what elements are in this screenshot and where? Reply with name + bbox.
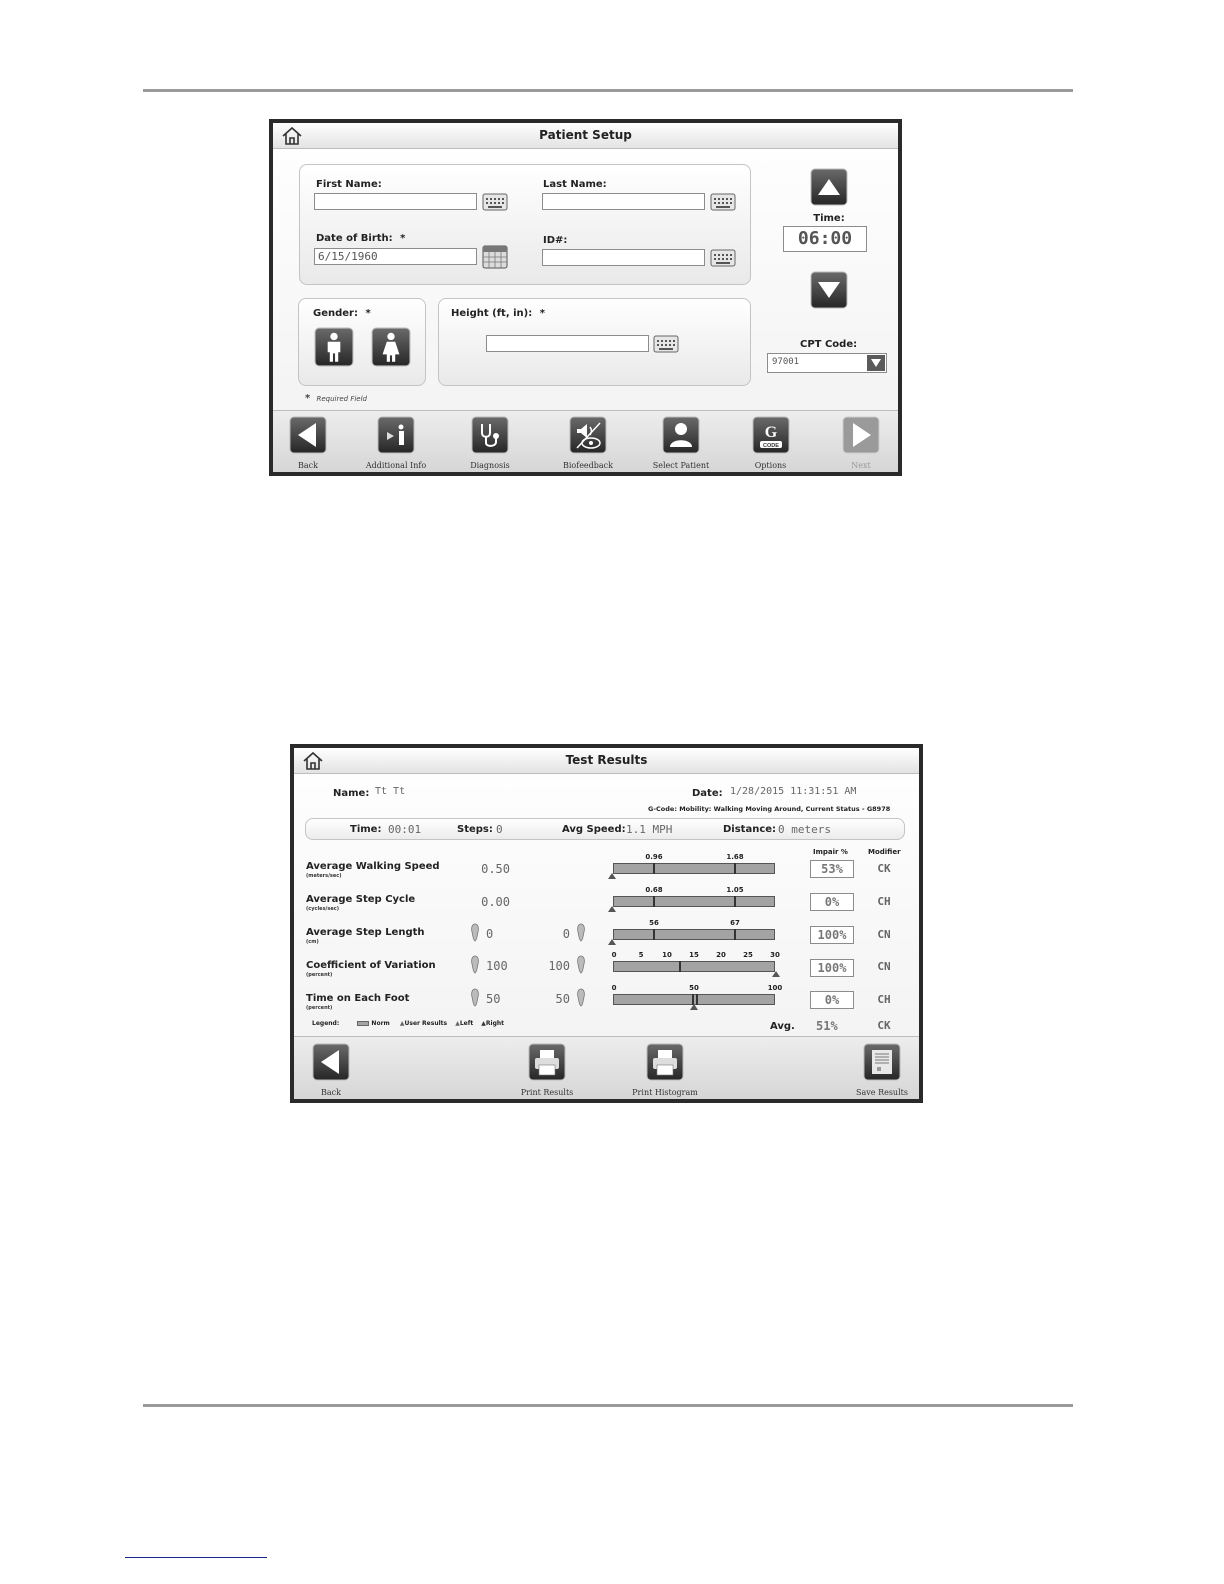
bottom-toolbar bbox=[294, 1036, 919, 1099]
keyboard-icon[interactable] bbox=[482, 193, 508, 211]
foot-time-modifier: CH bbox=[877, 993, 891, 1006]
title-bar bbox=[273, 123, 898, 149]
gender-panel bbox=[298, 298, 426, 386]
step-length-bar bbox=[613, 929, 775, 940]
steps-label: Steps: bbox=[457, 824, 493, 835]
scale-tick-label: 0 bbox=[611, 951, 617, 959]
norm-low-label: 0.68 bbox=[645, 886, 663, 894]
cv-bar bbox=[613, 961, 775, 972]
biofeedback-button[interactable]: Biofeedback bbox=[553, 416, 623, 470]
cv-modifier: CN bbox=[877, 960, 891, 973]
footer-link-underline bbox=[125, 1557, 267, 1558]
step-cycle-impair: 0% bbox=[810, 893, 854, 911]
metric-step-cycle: Average Step Cycle (cycles/sec) bbox=[306, 894, 416, 912]
norm-high-label: 1.05 bbox=[726, 886, 744, 894]
print-histogram-button[interactable]: Print Histogram bbox=[629, 1043, 701, 1097]
screen-title: Test Results bbox=[565, 753, 648, 767]
g-code-icon bbox=[752, 416, 790, 454]
first-name-input[interactable] bbox=[314, 193, 477, 210]
time-value: 00:01 bbox=[388, 823, 422, 836]
scale-tick-label: 30 bbox=[770, 951, 780, 959]
norm-low-label: 0.96 bbox=[645, 853, 663, 861]
date-label: Date: bbox=[692, 788, 723, 799]
step-length-right: 0 bbox=[562, 927, 570, 941]
time-down-button[interactable] bbox=[810, 271, 848, 309]
metric-walking-speed: Average Walking Speed (meters/sec) bbox=[306, 861, 440, 879]
keyboard-icon[interactable] bbox=[710, 249, 736, 267]
user-result-marker bbox=[608, 906, 616, 912]
save-results-button[interactable]: Save Results bbox=[852, 1043, 912, 1097]
cv-left: 100 bbox=[486, 959, 508, 973]
name-label: Name: bbox=[333, 788, 370, 799]
avg-speed-label: Avg Speed: bbox=[562, 824, 626, 835]
avg-modifier: CK bbox=[877, 1019, 891, 1032]
cpt-code-label: CPT Code: bbox=[800, 339, 858, 350]
foot-time-left: 50 bbox=[486, 992, 501, 1006]
back-arrow-icon bbox=[289, 416, 327, 454]
chevron-down-icon[interactable] bbox=[867, 355, 885, 371]
right-foot-icon bbox=[576, 988, 586, 1007]
keyboard-icon[interactable] bbox=[653, 335, 679, 353]
step-length-left: 0 bbox=[486, 927, 494, 941]
user-result-marker bbox=[690, 1004, 698, 1010]
time-up-button[interactable] bbox=[810, 168, 848, 206]
scale-tick-label: 5 bbox=[638, 951, 644, 959]
scale-tick-label: 10 bbox=[662, 951, 672, 959]
norm-low-label: 56 bbox=[649, 919, 659, 927]
avg-speed-value: 1.1 MPH bbox=[626, 823, 673, 836]
walking-speed-bar bbox=[613, 863, 775, 874]
back-button[interactable]: Back bbox=[310, 1043, 352, 1097]
norm-swatch bbox=[357, 1021, 369, 1026]
norm-high-label: 67 bbox=[730, 919, 740, 927]
keyboard-icon[interactable] bbox=[710, 193, 736, 211]
test-date: 1/28/2015 11:31:51 AM bbox=[730, 786, 857, 797]
test-results-screen bbox=[290, 744, 923, 1103]
page-bottom-rule bbox=[143, 1404, 1073, 1407]
height-label: Height (ft, in): * bbox=[451, 308, 545, 319]
stethoscope-icon bbox=[471, 416, 509, 454]
save-icon bbox=[863, 1043, 901, 1081]
impair-header: Impair % bbox=[813, 848, 848, 856]
left-foot-icon bbox=[470, 988, 480, 1007]
back-arrow-icon bbox=[312, 1043, 350, 1081]
walking-speed-modifier: CK bbox=[877, 862, 891, 875]
gender-label: Gender: * bbox=[313, 308, 371, 319]
identity-panel bbox=[299, 164, 751, 285]
scale-tick-label: 50 bbox=[689, 984, 699, 992]
patient-setup-screen bbox=[269, 119, 902, 476]
scale-tick-label: 0 bbox=[611, 984, 617, 992]
g-code-status: G-Code: Mobility: Walking Moving Around, Current Status - G8978 bbox=[648, 805, 891, 813]
time-label: Time: bbox=[350, 824, 382, 835]
user-result-marker bbox=[608, 939, 616, 945]
select-patient-button[interactable]: Select Patient bbox=[646, 416, 716, 470]
steps-value: 0 bbox=[496, 823, 503, 836]
user-result-marker bbox=[608, 873, 616, 879]
foot-time-right: 50 bbox=[555, 992, 570, 1006]
next-arrow-icon bbox=[842, 416, 880, 454]
step-length-modifier: CN bbox=[877, 928, 891, 941]
options-button[interactable]: G CODE Options bbox=[748, 416, 793, 470]
svg-text:G: G bbox=[764, 424, 777, 441]
last-name-input[interactable] bbox=[542, 193, 705, 210]
last-name-label: Last Name: bbox=[543, 179, 607, 190]
page-top-rule bbox=[143, 89, 1073, 92]
dob-input[interactable]: 6/15/1960 bbox=[314, 248, 477, 265]
next-button[interactable]: Next bbox=[840, 416, 882, 470]
print-results-button[interactable]: Print Results bbox=[514, 1043, 580, 1097]
bottom-toolbar bbox=[273, 410, 898, 472]
right-foot-icon bbox=[576, 923, 586, 942]
step-length-impair: 100% bbox=[810, 926, 854, 944]
height-input[interactable] bbox=[486, 335, 649, 352]
user-result-marker bbox=[772, 971, 780, 977]
walking-speed-value: 0.50 bbox=[481, 862, 510, 876]
norm-high-label: 1.68 bbox=[726, 853, 744, 861]
summary-bar bbox=[305, 818, 905, 840]
info-icon bbox=[377, 416, 415, 454]
cv-right: 100 bbox=[548, 959, 570, 973]
left-foot-icon bbox=[470, 955, 480, 974]
back-button[interactable]: Back bbox=[287, 416, 329, 470]
female-icon[interactable] bbox=[371, 327, 411, 367]
time-label: Time: bbox=[813, 213, 845, 224]
walking-speed-impair: 53% bbox=[810, 860, 854, 878]
cpt-code-select[interactable]: 97001 bbox=[767, 353, 887, 373]
step-cycle-bar bbox=[613, 896, 775, 907]
metric-coefficient-variation: Coefficient of Variation (percent) bbox=[306, 960, 436, 978]
male-icon[interactable] bbox=[314, 327, 354, 367]
first-name-label: First Name: bbox=[316, 179, 382, 190]
screen-title: Patient Setup bbox=[539, 128, 632, 142]
biofeedback-icon bbox=[569, 416, 607, 454]
diagnosis-button[interactable]: Diagnosis bbox=[465, 416, 515, 470]
height-panel bbox=[438, 298, 751, 386]
printer-icon bbox=[646, 1043, 684, 1081]
patient-name: Tt Tt bbox=[375, 786, 406, 797]
avg-label: Avg. bbox=[770, 1021, 795, 1032]
required-field-note: * Required Field bbox=[305, 393, 367, 404]
svg-text:CODE: CODE bbox=[762, 443, 779, 449]
metric-step-length: Average Step Length (cm) bbox=[306, 927, 425, 945]
id-input[interactable] bbox=[542, 249, 705, 266]
left-foot-icon bbox=[470, 923, 480, 942]
time-display: 06:00 bbox=[783, 226, 867, 252]
patient-icon bbox=[662, 416, 700, 454]
distance-value: 0 meters bbox=[778, 823, 831, 836]
right-foot-icon bbox=[576, 955, 586, 974]
scale-tick-label: 100 bbox=[767, 984, 783, 992]
scale-tick-label: 25 bbox=[743, 951, 753, 959]
scale-tick-label: 20 bbox=[716, 951, 726, 959]
cv-impair: 100% bbox=[810, 959, 854, 977]
additional-info-button[interactable]: Additional Info bbox=[361, 416, 431, 470]
calendar-icon[interactable] bbox=[482, 245, 508, 269]
step-cycle-modifier: CH bbox=[877, 895, 891, 908]
scale-tick-label: 15 bbox=[689, 951, 699, 959]
modifier-header: Modifier bbox=[868, 848, 901, 856]
step-cycle-value: 0.00 bbox=[481, 895, 510, 909]
id-label: ID#: bbox=[543, 235, 568, 246]
avg-impair-value: 51% bbox=[816, 1019, 838, 1033]
foot-time-impair: 0% bbox=[810, 991, 854, 1009]
printer-icon bbox=[528, 1043, 566, 1081]
title-bar bbox=[294, 748, 919, 774]
metric-time-each-foot: Time on Each Foot (percent) bbox=[306, 993, 410, 1011]
legend: Legend: Norm ▲User Results ▲Left ▲Right bbox=[312, 1020, 505, 1027]
distance-label: Distance: bbox=[723, 824, 777, 835]
dob-label: Date of Birth: * bbox=[316, 233, 406, 244]
